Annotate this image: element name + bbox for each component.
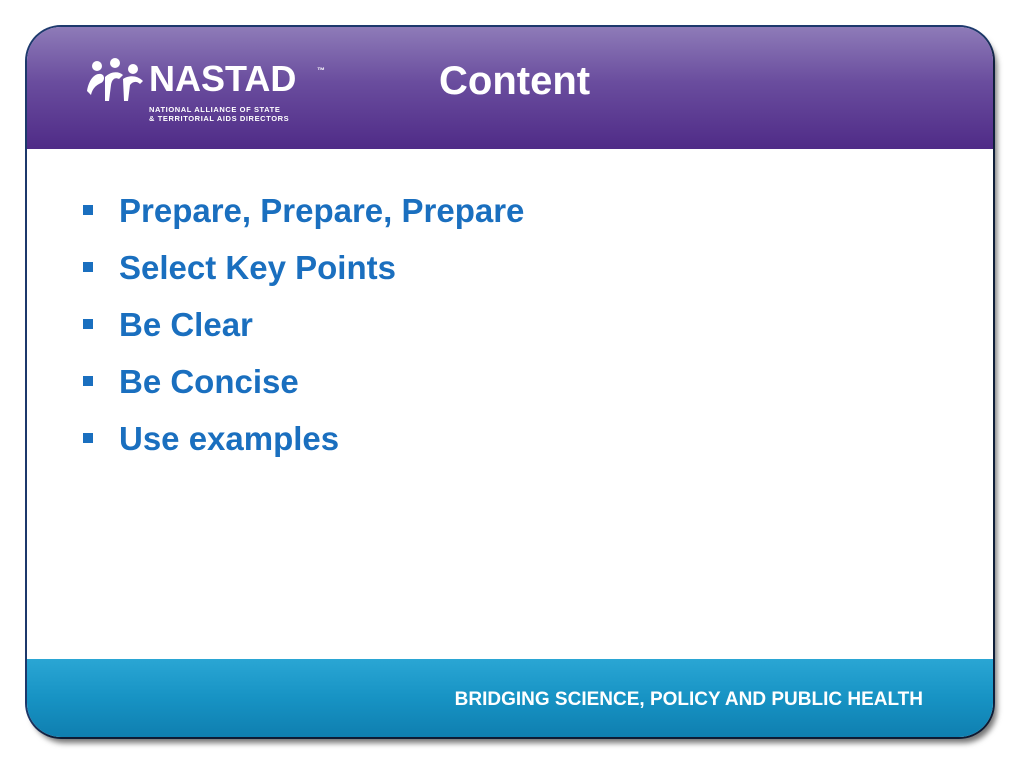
- footer-tagline: BRIDGING SCIENCE, POLICY AND PUBLIC HEALTH: [454, 689, 923, 710]
- bullet-text: Prepare, Prepare, Prepare: [119, 192, 525, 229]
- slide: [27, 27, 993, 737]
- footer-bar: [27, 659, 993, 737]
- header-bar: [27, 27, 993, 149]
- bullet-text: Use examples: [119, 420, 340, 457]
- logo-subtitle-line2: & TERRITORIAL AIDS DIRECTORS: [149, 114, 290, 123]
- nastad-logo: [85, 57, 365, 127]
- slide-content: [27, 149, 993, 659]
- bullet-text: Be Clear: [119, 306, 253, 343]
- square-bullet-icon: [83, 319, 93, 329]
- slide-title: Content: [439, 59, 591, 103]
- bullet-text: Select Key Points: [119, 249, 396, 286]
- bullet-text: Be Concise: [119, 363, 299, 400]
- logo-wordmark: NASTAD: [149, 58, 297, 99]
- logo-subtitle-line1: NATIONAL ALLIANCE OF STATE: [149, 105, 281, 114]
- square-bullet-icon: [83, 262, 93, 272]
- square-bullet-icon: [83, 376, 93, 386]
- square-bullet-icon: [83, 205, 93, 215]
- trademark-symbol: ™: [317, 66, 325, 75]
- square-bullet-icon: [83, 433, 93, 443]
- people-figures-icon: [85, 57, 147, 105]
